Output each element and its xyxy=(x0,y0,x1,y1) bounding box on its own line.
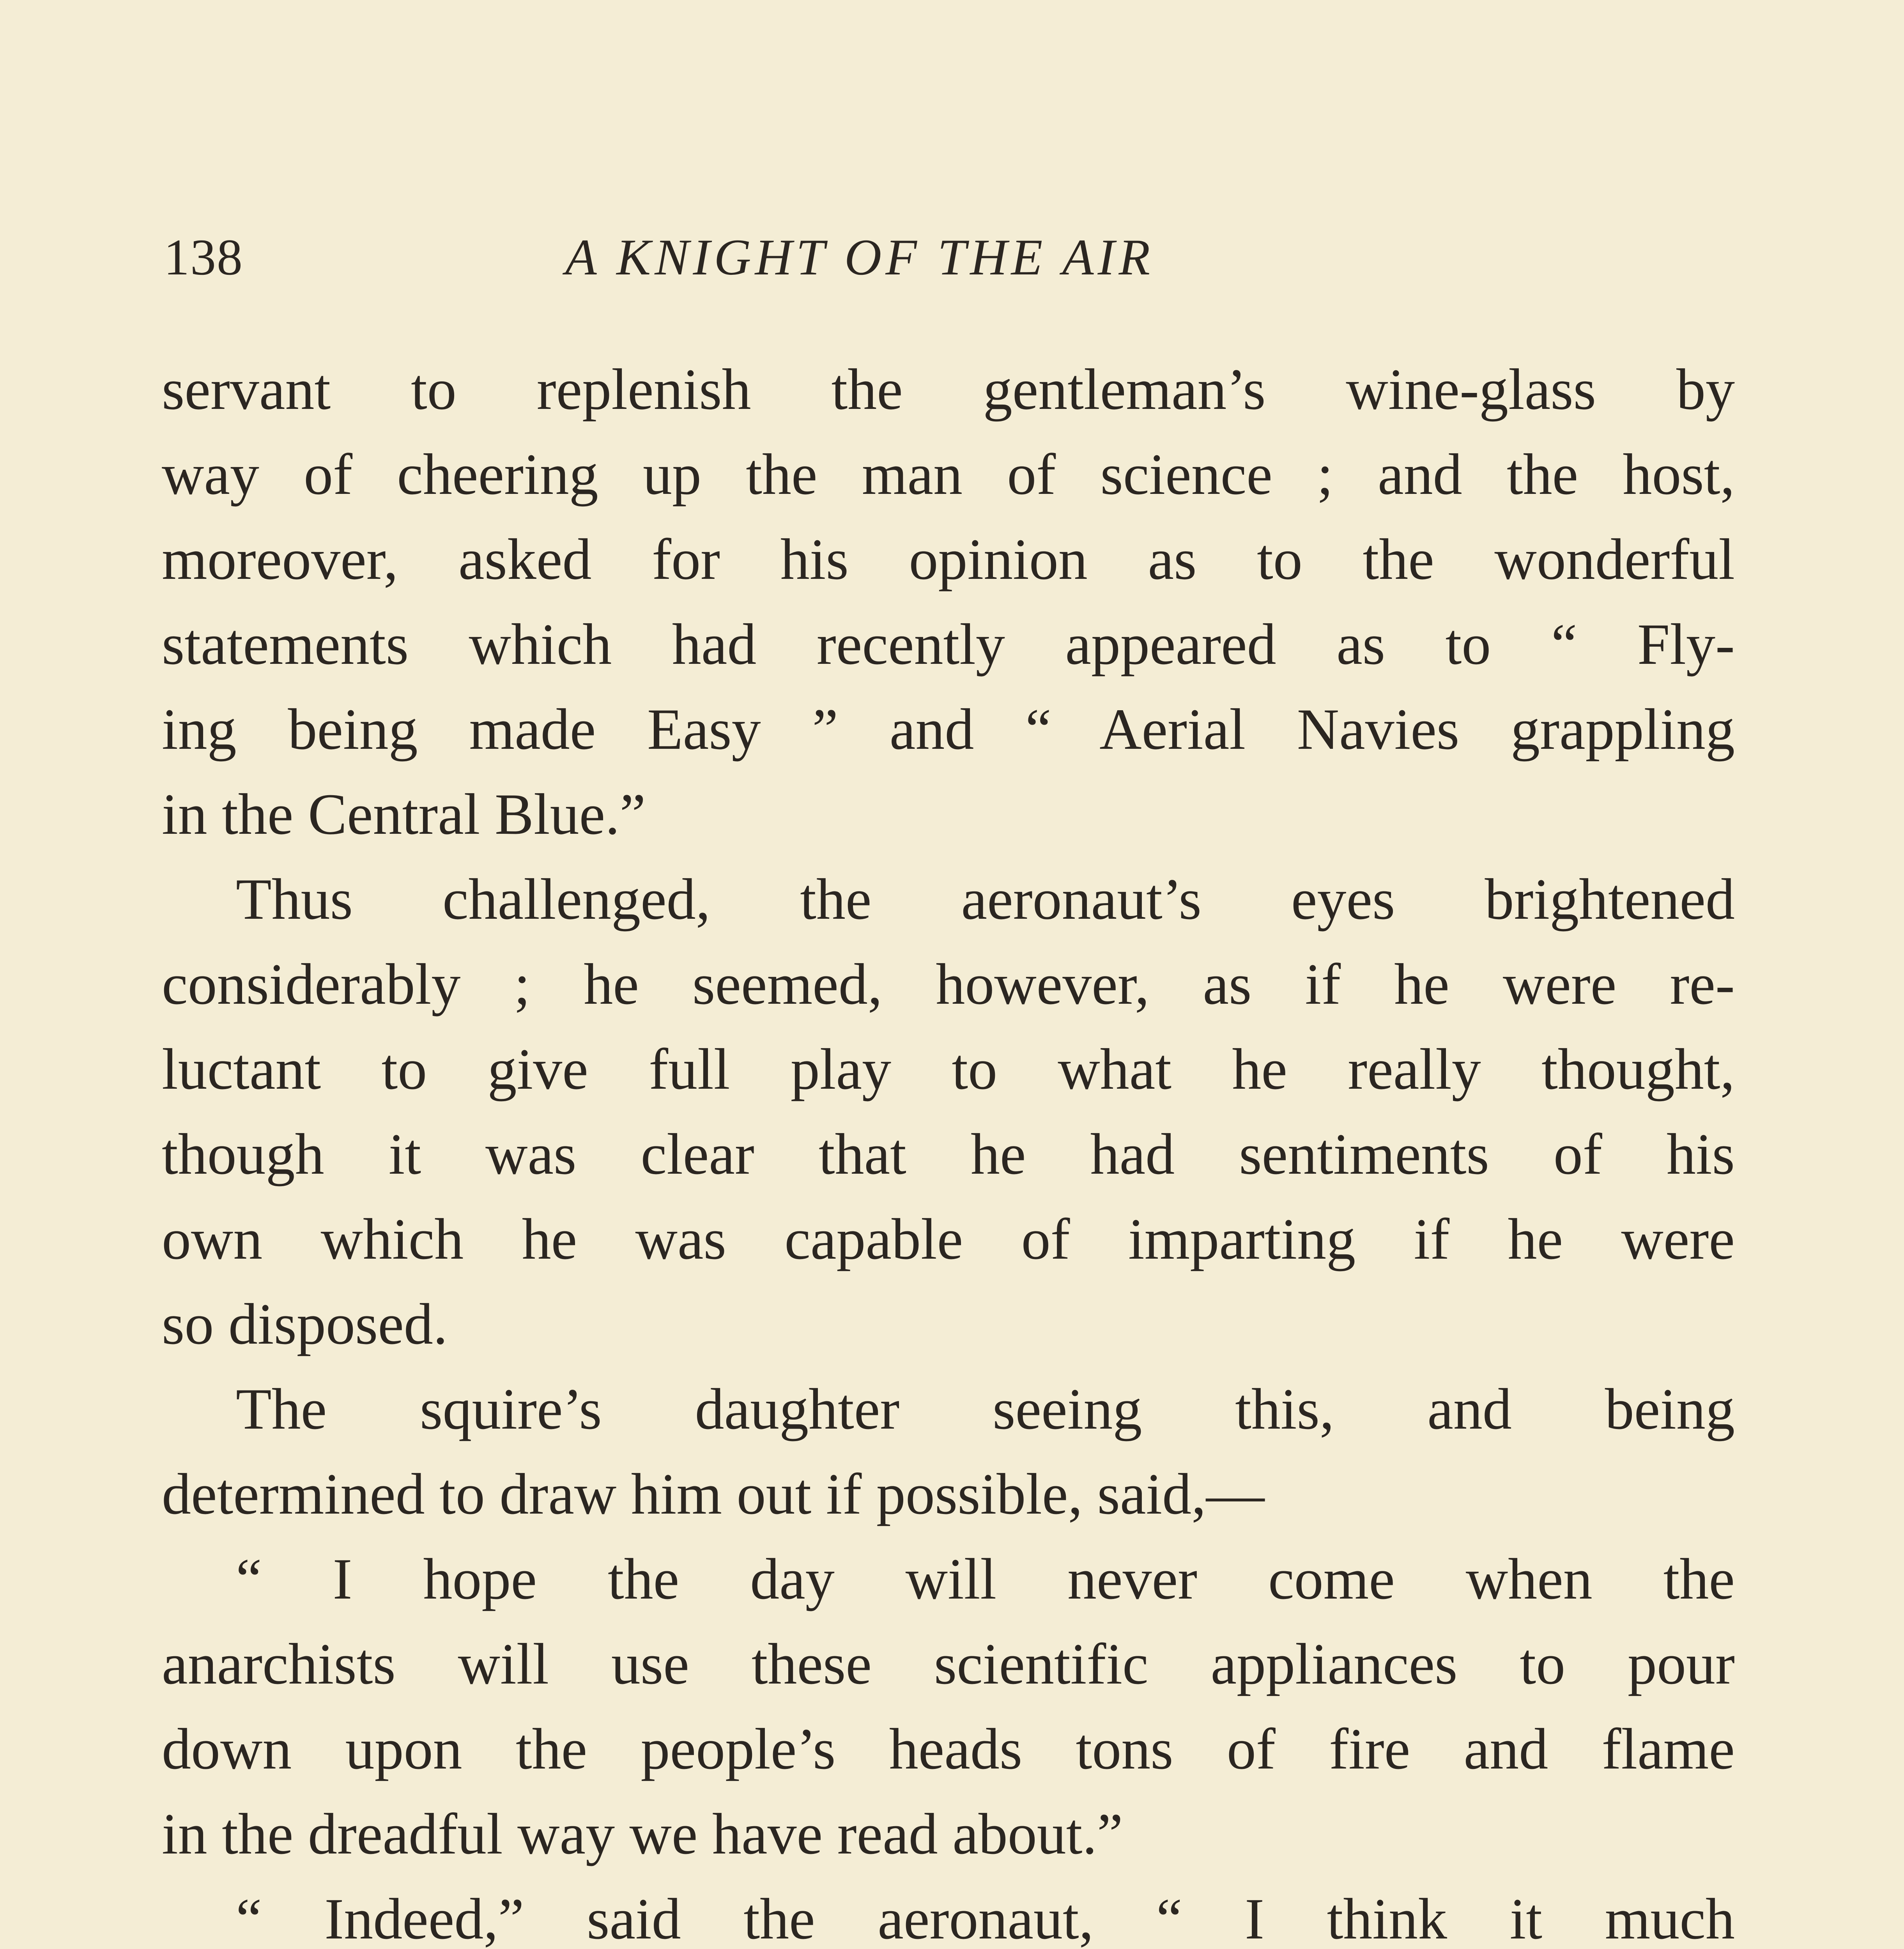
text-line: ing being made Easy ” and “ Aerial Navies grappling xyxy=(162,697,1735,762)
text-line: determined to draw him out if possible, said,— xyxy=(162,1462,1265,1526)
text-line: “ I hope the day will never come when the xyxy=(236,1547,1735,1611)
text-line: servant to replenish the gentleman’s wine-glass by xyxy=(162,357,1735,422)
text-line: anarchists will use these scientific appliances to pour xyxy=(162,1632,1735,1696)
running-title: A KNIGHT OF THE AIR xyxy=(565,228,1154,286)
text-line: The squire’s daughter seeing this, and being xyxy=(236,1377,1735,1441)
text-line: luctant to give full play to what he really thought, xyxy=(162,1037,1735,1102)
text-line: statements which had recently appeared as to “ Fly- xyxy=(162,612,1735,677)
running-header xyxy=(164,218,1723,296)
text-line: moreover, asked for his opinion as to the wonderful xyxy=(162,527,1735,592)
text-line: in the dreadful way we have read about.” xyxy=(162,1802,1123,1866)
text-line: in the Central Blue.” xyxy=(162,782,646,847)
text-line: “ Indeed,” said the aeronaut, “ I think it much xyxy=(236,1887,1735,1949)
text-line: though it was clear that he had sentiments of his xyxy=(162,1122,1735,1187)
text-line: so disposed. xyxy=(162,1292,448,1357)
page-number: 138 xyxy=(164,228,243,286)
body-text xyxy=(162,347,1735,1949)
text-line: considerably ; he seemed, however, as if he were re- xyxy=(162,952,1735,1017)
text-line: own which he was capable of imparting if he were xyxy=(162,1207,1735,1272)
text-line: way of cheering up the man of science ; and the host, xyxy=(162,442,1735,507)
text-line: Thus challenged, the aeronaut’s eyes brightened xyxy=(236,867,1735,932)
text-line: down upon the people’s heads tons of fire and flame xyxy=(162,1717,1735,1781)
